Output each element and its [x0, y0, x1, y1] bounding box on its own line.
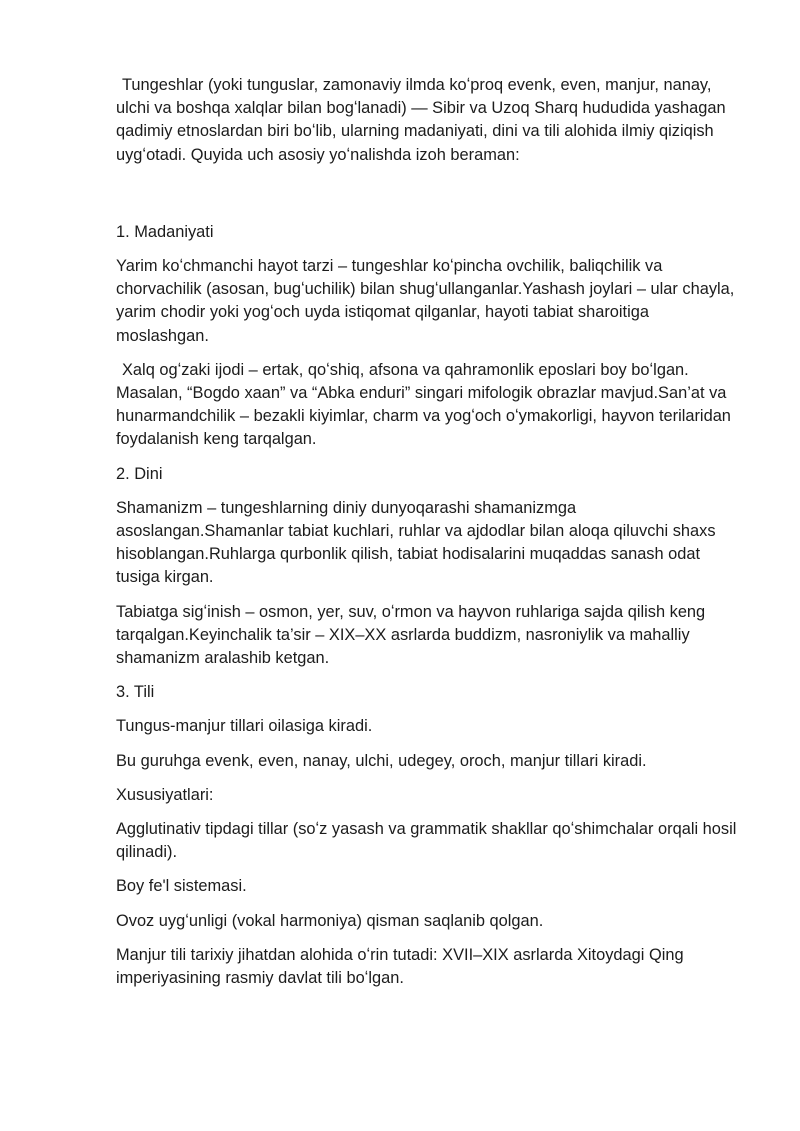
language-paragraph-2: Bu guruhga evenk, even, nanay, ulchi, udegey, oroch, manjur tillari kiradi. — [116, 751, 647, 770]
section-heading-language: 3. Tili — [116, 683, 155, 702]
religion-paragraph-2: Tabiatga sigʻinish – osmon, yer, suv, oʻrmon va hayvon ruhlariga sajda qilish keng tarqalgan.Keyinchalik ta’sir – XIX–XX asrlarda buddizm, nasroniylik va mahalliy shamanizm aralashib ketgan. — [116, 602, 706, 668]
language-paragraph-6: Ovoz uygʻunligi (vokal harmoniya) qisman saqlanib qolgan. — [116, 911, 544, 930]
section-heading-culture: 1. Madaniyati — [116, 222, 214, 241]
language-paragraph-1: Tungus-manjur tillari oilasiga kiradi. — [116, 717, 373, 736]
language-paragraph-7: Manjur tili tarixiy jihatdan alohida oʻrin tutadi: XVII–XIX asrlarda Xitoydagi Qing imperiyasining rasmiy davlat tili boʻlgan. — [116, 945, 684, 988]
religion-paragraph-1: Shamanizm – tungeshlarning diniy dunyoqarashi shamanizmga asoslangan.Shamanlar tabiat kuchlari, ruhlar va ajdodlar bilan aloqa qiluvchi shaxs hisoblangan.Ruhlarga qurbonlik qilish, tabiat hodisalarini muqaddas sanash odat tusiga kirgan. — [116, 498, 716, 587]
blank-space — [116, 167, 744, 221]
language-paragraph-4: Agglutinativ tipdagi tillar (soʻz yasash va grammatik shakllar qoʻshimchalar orqali hosil qilinadi). — [116, 820, 737, 862]
intro-paragraph: Tungeshlar (yoki tunguslar, zamonaviy ilmda koʻproq evenk, even, manjur, nanay, ulchi va boshqa xalqlar bilan bogʻlanadi) — Sibir va Uzoq Sharq hududida yashagan qadimiy etnoslardan biri boʻlib, ularning madaniyati, dini va tili alohida ilmiy qiziqish uygʻotadi. Quyida uch asosiy yoʻnalishda izoh beraman: — [116, 76, 726, 164]
language-paragraph-3: Xususiyatlari: — [116, 785, 214, 804]
document-body — [116, 74, 744, 1001]
culture-paragraph-2: Xalq ogʻzaki ijodi – ertak, qoʻshiq, afsona va qahramonlik eposlari boy boʻlgan. Masalan, “Bogdo xaan” va “Abka enduri” singari mifologik obrazlar mavjud.San’at va hunarmandchilik – bezakli kiyimlar, charm va yogʻoch oʻymakorligi, hayvon terilaridan foydalanish keng tarqalgan. — [116, 360, 731, 449]
section-heading-religion: 2. Dini — [116, 464, 163, 483]
language-paragraph-5: Boy fe'l sistemasi. — [116, 877, 247, 896]
culture-paragraph-1: Yarim koʻchmanchi hayot tarzi – tungeshlar koʻpincha ovchilik, baliqchilik va chorvachilik (asosan, bugʻuchilik) bilan shugʻullanganlar.Yashash joylari – ular chayla, yarim chodir yoki yogʻoch uyda istiqomat qilganlar, hayoti tabiat sharoitiga moslashgan. — [116, 257, 735, 345]
